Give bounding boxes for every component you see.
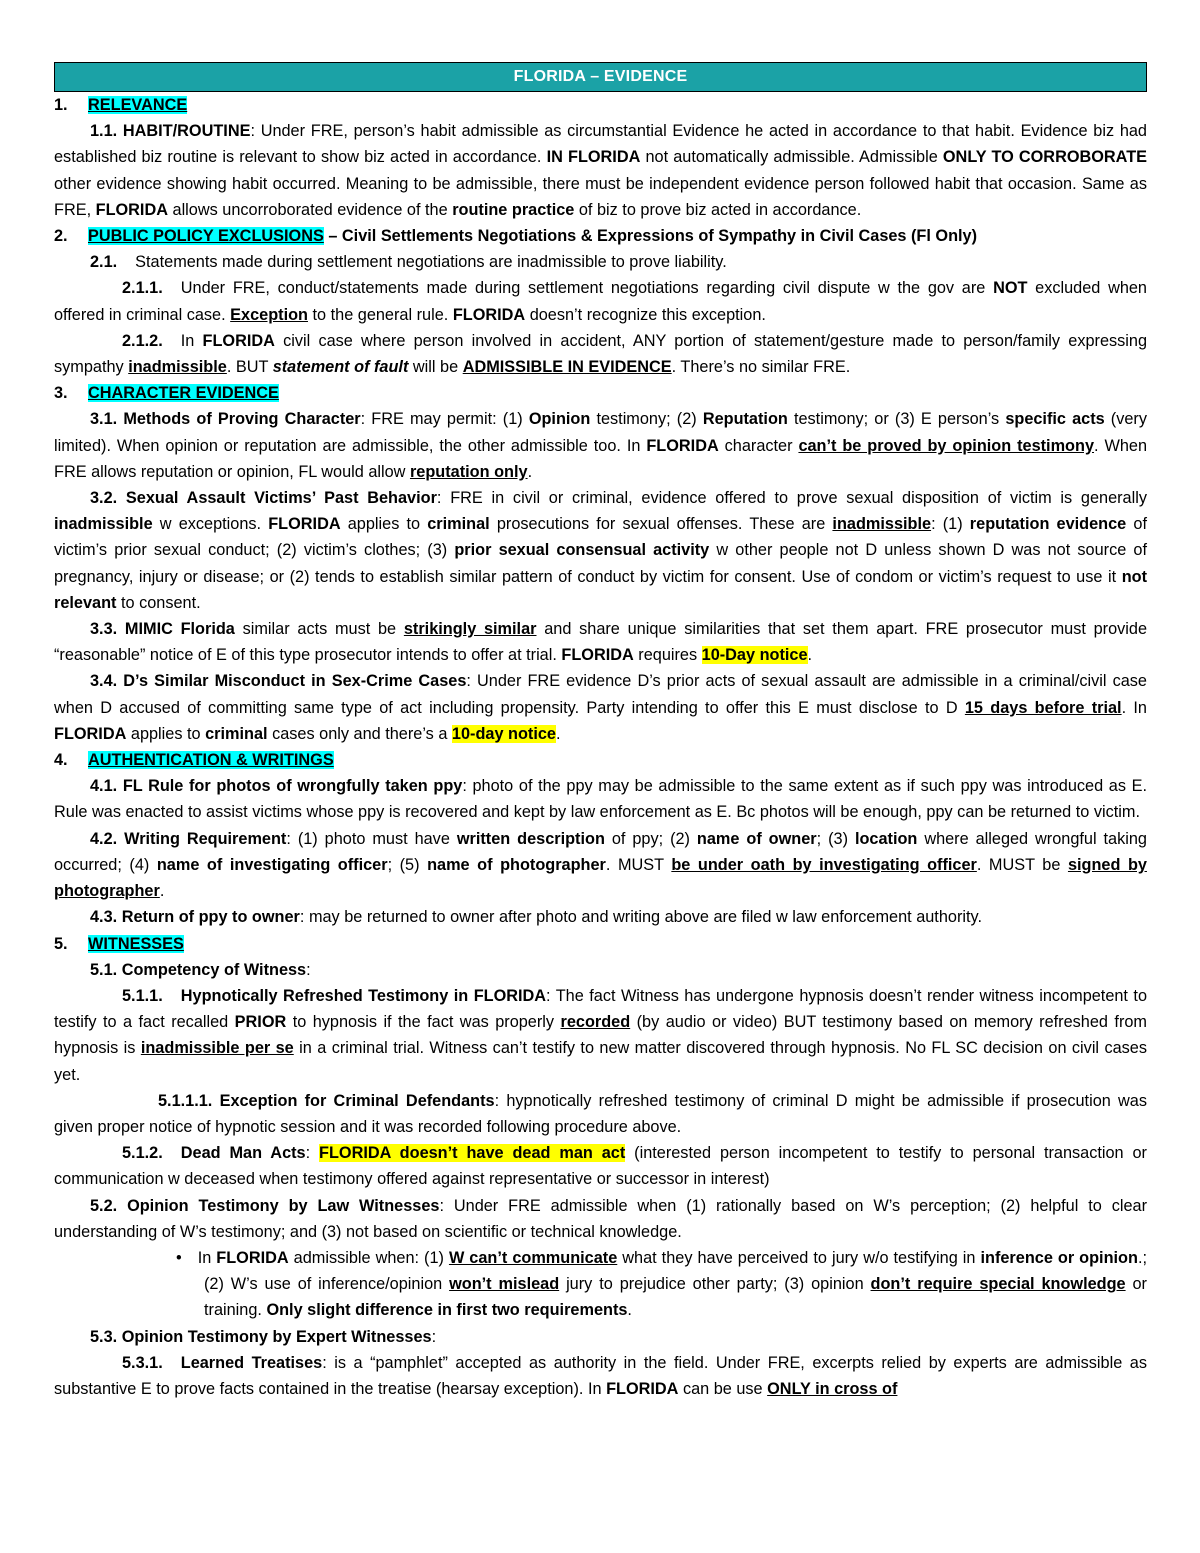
paragraph: 2.1.1. Under FRE, conduct/statements made during settlement negotiations regarding civil dispute w the gov are NOT excluded when offered in criminal case. Exception to the general rule. FLORIDA doesn’t recognize this exception. [54, 279, 1147, 324]
section-heading [54, 931, 1147, 957]
bullet-item: • In FLORIDA admissible when: (1) W can’t communicate what they have perceived to jury w/o testifying in inference or opinion.; (2) W’s use of inference/opinion won’t mislead jury to prejudice other party; (3) opinion don’t require special knowledge or training. Only slight difference in first two requirements. [176, 1248, 1148, 1320]
paragraph: 4.1. FL Rule for photos of wrongfully taken ppy: photo of the ppy may be admissible to the same extent as if such ppy was introduced as E. Rule was enacted to assist victims whose ppy is recovered and kept by law enforcement as E. Bc photos will be enough, ppy can be returned to victim. [54, 777, 1147, 822]
section-heading [54, 747, 1147, 773]
document-page [54, 62, 1147, 1402]
page-title: FLORIDA – EVIDENCE [54, 62, 1147, 92]
section-title: CHARACTER EVIDENCE [88, 384, 279, 403]
paragraph: 3.4. D’s Similar Misconduct in Sex-Crime Cases: Under FRE evidence D’s prior acts of sexual assault are admissible in a criminal/civil case when D accused of committing same type of act including propensity. Party intending to offer this E must disclose to D 15 days before trial. In FLORIDA applies to criminal cases only and there’s a 10-day notice. [54, 672, 1147, 743]
section-number: 4. [54, 751, 68, 770]
section-heading: 2. PUBLIC POLICY EXCLUSIONS – Civil Settlements Negotiations & Expressions of Sympathy in Civil Cases (Fl Only) [54, 223, 1147, 249]
paragraph: 3.1. Methods of Proving Character: FRE may permit: (1) Opinion testimony; (2) Reputation testimony; or (3) E person’s specific acts (very limited). When opinion or reputation are admissible, the other admissible too. In FLORIDA character can’t be proved by opinion testimony. When FRE allows reputation or opinion, FL would allow reputation only. [54, 410, 1147, 481]
paragraph: 3.2. Sexual Assault Victims’ Past Behavior: FRE in civil or criminal, evidence offered to prove sexual disposition of victim is generally inadmissible w exceptions. FLORIDA applies to criminal prosecutions for sexual offenses. These are inadmissible: (1) reputation evidence of victim’s prior sexual conduct; (2) victim’s clothes; (3) prior sexual consensual activity w other people not D unless shown D was not source of pregnancy, injury or disease; or (2) tends to establish similar pattern of conduct by victim for consent. Use of condom or victim’s request to use it not relevant to consent. [54, 489, 1147, 612]
paragraph: 4.3. Return of ppy to owner: may be returned to owner after photo and writing above are filed w law enforcement authority. [90, 908, 982, 927]
paragraph: 5.1.1.1. Exception for Criminal Defendants: hypnotically refreshed testimony of criminal D might be admissible if prosecution was given proper notice of hypnotic session and it was recorded following procedure above. [54, 1091, 1147, 1136]
section-title: WITNESSES [88, 934, 184, 953]
paragraph: 5.2. Opinion Testimony by Law Witnesses: Under FRE admissible when (1) rationally based on W’s perception; (2) helpful to clear understanding of W’s testimony; and (3) not based on scientific or technical knowledge. [54, 1196, 1147, 1241]
section-heading [54, 92, 1147, 118]
section-title: AUTHENTICATION & WRITINGS [88, 751, 334, 770]
section-heading [54, 380, 1147, 406]
document-body [54, 92, 1147, 1402]
bullet-icon: • [176, 1248, 182, 1267]
paragraph: 5.1.2. Dead Man Acts: FLORIDA doesn’t have dead man act (interested person incompetent to testify to personal transaction or communication w deceased when testimony offered against representative or successor in interest) [54, 1144, 1147, 1189]
paragraph: 5.3.1. Learned Treatises: is a “pamphlet” accepted as authority in the field. Under FRE, excerpts relied by experts are admissible as substantive E to prove facts contained in the treatise (hearsay exception). In FLORIDA can be use ONLY in cross of [54, 1353, 1147, 1398]
paragraph: 2.1.2. In FLORIDA civil case where person involved in accident, ANY portion of statement/gesture made to person/family expressing sympathy inadmissible. BUT statement of fault will be ADMISSIBLE IN EVIDENCE. There’s no similar FRE. [54, 331, 1148, 377]
paragraph: 5.1.1. Hypnotically Refreshed Testimony in FLORIDA: The fact Witness has undergone hypnosis doesn’t render witness incompetent to testify to a fact recalled PRIOR to hypnosis if the fact was properly recorded (by audio or video) BUT testimony based on memory refreshed from hypnosis is inadmissible per se in a criminal trial. Witness can’t testify to new matter discovered through hypnosis. No FL SC decision on civil cases yet. [54, 986, 1147, 1084]
section-title: PUBLIC POLICY EXCLUSIONS [88, 227, 324, 246]
paragraph: 3.3. MIMIC Florida similar acts must be strikingly similar and share unique similarities that set them apart. FRE prosecutor must provide “reasonable” notice of E of this type prosecutor intends to offer at trial. FLORIDA requires 10-Day notice. [54, 620, 1147, 665]
section-number: 3. [54, 384, 68, 403]
paragraph: 5.1. Competency of Witness: [90, 960, 311, 979]
section-number: 5. [54, 934, 68, 953]
section-number: 2. [54, 227, 68, 246]
paragraph: 2.1. Statements made during settlement negotiations are inadmissible to prove liability. [90, 253, 727, 272]
section-number: 1. [54, 96, 68, 114]
paragraph: 1.1. HABIT/ROUTINE: Under FRE, person’s habit admissible as circumstantial Evidence he acted in accordance to that habit. Evidence biz had established biz routine is relevant to show biz acted in accordance. IN FLORIDA not automatically admissible. Admissible ONLY TO CORROBORATE other evidence showing habit occurred. Meaning to be admissible, there must be independent evidence person followed habit that occasion. Same as FRE, FLORIDA allows uncorroborated evidence of the routine practice of biz to prove biz acted in accordance. [54, 122, 1148, 219]
paragraph: 5.3. Opinion Testimony by Expert Witnesses: [90, 1327, 437, 1346]
section-title: RELEVANCE [88, 96, 188, 114]
paragraph: 4.2. Writing Requirement: (1) photo must have written description of ppy; (2) name of owner; (3) location where alleged wrongful taking occurred; (4) name of investigating officer; (5) name of photographer. MUST be under oath by investigating officer. MUST be signed by photographer. [54, 829, 1147, 901]
